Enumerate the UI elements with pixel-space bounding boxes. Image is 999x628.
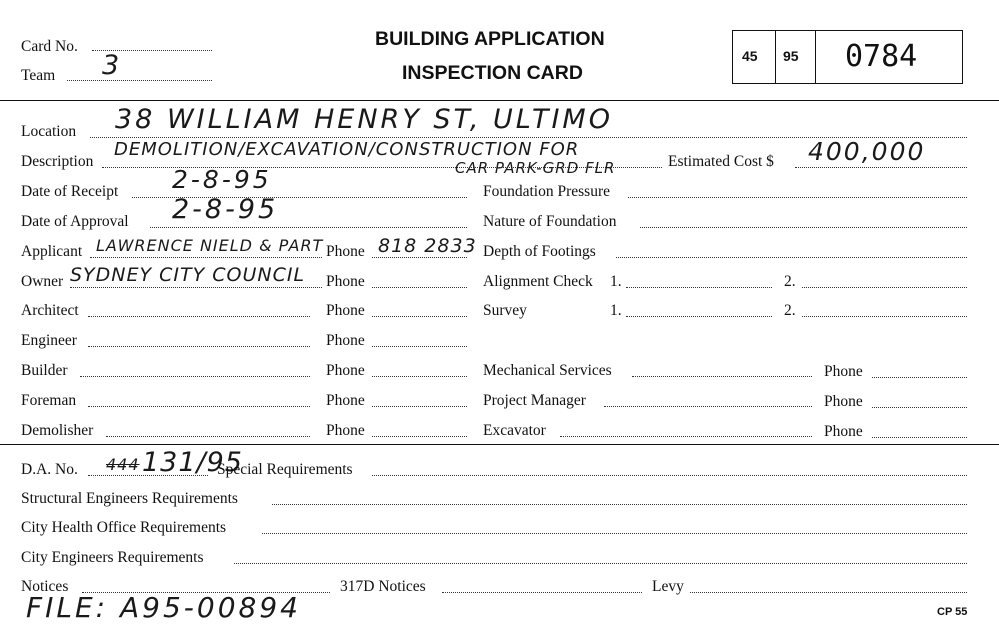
header-divider [0,100,999,101]
description-value: DEMOLITION/EXCAVATION/CONSTRUCTION FOR [114,139,580,160]
foundation-pressure-label: Foundation Pressure [483,183,611,200]
location-value: 38 WILLIAM HENRY ST, ULTIMO [115,104,613,135]
estimated-cost-field[interactable] [795,167,967,168]
location-label: Location [21,123,77,140]
alignment-check-num1: 1. [610,273,622,290]
health-requirements-field[interactable] [262,533,967,534]
health-requirements-label: City Health Office Requirements [21,519,227,536]
builder-phone-label: Phone [326,362,365,379]
date-of-approval-value: 2-8-95 [172,194,279,225]
notices-317d-field[interactable] [442,592,642,593]
excavator-phone-label: Phone [824,423,863,440]
requirements-divider [0,444,999,445]
engineer-phone-label: Phone [326,332,365,349]
project-manager-phone-label: Phone [824,393,863,410]
description-value-line2: CAR PARK-GRD FLR [455,159,616,177]
form-title-line1: BUILDING APPLICATION [375,28,605,50]
excavator-label: Excavator [483,422,546,439]
foreman-label: Foreman [21,392,77,409]
foreman-field[interactable] [88,406,310,407]
date-of-approval-label: Date of Approval [21,213,129,230]
applicant-label: Applicant [21,243,83,260]
team-value: 3 [102,50,121,81]
project-manager-label: Project Manager [483,392,586,409]
box-code1: 45 [742,48,758,64]
survey-num2: 2. [784,302,796,319]
excavator-phone-field[interactable] [872,437,967,438]
owner-label: Owner [21,273,64,290]
mechanical-services-phone-field[interactable] [872,377,967,378]
architect-label: Architect [21,302,79,319]
estimated-cost-label: Estimated Cost $ [668,153,774,170]
demolisher-phone-field[interactable] [372,436,467,437]
mechanical-services-phone-label: Phone [824,363,863,380]
survey-field1[interactable] [626,316,772,317]
alignment-check-field2[interactable] [802,287,967,288]
applicant-phone-label: Phone [326,243,365,260]
special-requirements-label: Special Requirements [217,461,353,478]
builder-label: Builder [21,362,68,379]
card-number-box [732,30,963,84]
da-no-value: 131/95 [142,447,243,478]
nature-of-foundation-label: Nature of Foundation [483,213,617,230]
estimated-cost-value: 400,000 [808,137,926,166]
owner-phone-field[interactable] [372,287,467,288]
date-of-receipt-label: Date of Receipt [21,183,119,200]
box-divider [775,31,776,83]
box-number: 0784 [845,39,918,74]
da-no-label: D.A. No. [21,461,78,478]
architect-phone-field[interactable] [372,316,467,317]
engineer-field[interactable] [88,346,310,347]
architect-phone-label: Phone [326,302,365,319]
card-no-label: Card No. [21,38,78,55]
foundation-pressure-field[interactable] [628,197,967,198]
builder-field[interactable] [80,376,310,377]
builder-phone-field[interactable] [372,376,467,377]
engineer-phone-field[interactable] [372,346,467,347]
applicant-phone-field[interactable] [372,257,467,258]
project-manager-field[interactable] [604,406,812,407]
team-label: Team [21,67,56,84]
levy-label: Levy [652,578,684,595]
date-of-receipt-value: 2-8-95 [172,165,272,194]
applicant-phone-value: 818 2833 [378,235,477,257]
team-field[interactable] [67,80,212,81]
date-of-approval-field[interactable] [150,227,467,228]
demolisher-field[interactable] [106,436,310,437]
alignment-check-label: Alignment Check [483,273,593,290]
form-code: CP 55 [937,606,968,618]
depth-of-footings-field[interactable] [616,257,967,258]
nature-of-foundation-field[interactable] [640,227,967,228]
mechanical-services-label: Mechanical Services [483,362,612,379]
alignment-check-num2: 2. [784,273,796,290]
owner-field[interactable] [70,287,322,288]
applicant-value: LAWRENCE NIELD & PART [96,236,324,255]
demolisher-phone-label: Phone [326,422,365,439]
special-requirements-field[interactable] [372,475,967,476]
demolisher-label: Demolisher [21,422,94,439]
alignment-check-field1[interactable] [626,287,772,288]
city-engineers-field[interactable] [234,563,967,564]
architect-field[interactable] [88,316,310,317]
box-code2: 95 [783,48,799,64]
engineer-label: Engineer [21,332,77,349]
owner-phone-label: Phone [326,273,365,290]
box-divider [815,31,816,83]
da-no-struck: 444 [106,455,140,474]
city-engineers-label: City Engineers Requirements [21,549,204,566]
excavator-field[interactable] [560,436,812,437]
levy-field[interactable] [690,592,967,593]
survey-num1: 1. [610,302,622,319]
file-note: FILE: A95-00894 [26,591,301,624]
owner-value: SYDNEY CITY COUNCIL [70,264,306,286]
foreman-phone-field[interactable] [372,406,467,407]
notices-label: Notices [21,578,69,595]
structural-requirements-field[interactable] [272,504,967,505]
mechanical-services-field[interactable] [632,376,812,377]
depth-of-footings-label: Depth of Footings [483,243,596,260]
survey-label: Survey [483,302,527,319]
structural-requirements-label: Structural Engineers Requirements [21,490,238,507]
description-label: Description [21,153,94,170]
survey-field2[interactable] [802,316,967,317]
applicant-field[interactable] [90,257,322,258]
foreman-phone-label: Phone [326,392,365,409]
notices-317d-label: 317D Notices [340,578,426,595]
project-manager-phone-field[interactable] [872,407,967,408]
form-title-line2: INSPECTION CARD [402,62,583,84]
